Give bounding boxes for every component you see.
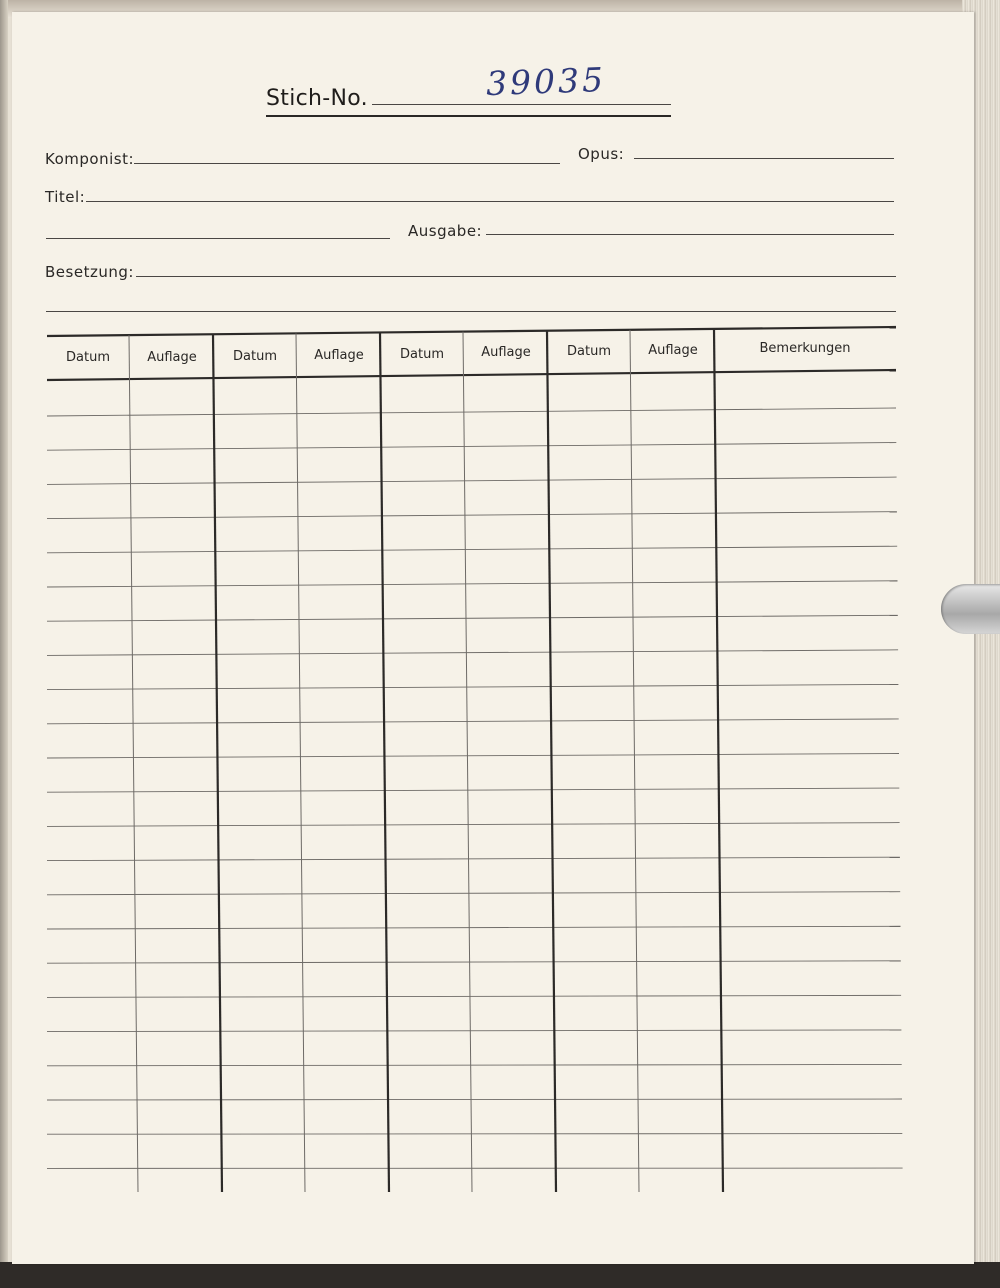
table-row-line xyxy=(47,719,899,724)
table-row-line xyxy=(47,581,898,587)
table-top-border xyxy=(47,327,896,336)
table-row-line xyxy=(47,546,897,553)
table-row-line xyxy=(47,926,901,929)
stich-no-handwritten-value: 39035 xyxy=(485,59,607,104)
table-row-line xyxy=(47,995,901,997)
col-header-datum-1: Datum xyxy=(66,350,110,365)
table-row-line xyxy=(47,443,896,451)
col-header-auflage-2: Auflage xyxy=(314,348,364,363)
col-header-bemerkungen: Bemerkungen xyxy=(759,341,851,356)
ausgabe-label: Ausgabe: xyxy=(408,222,483,240)
table-row-line xyxy=(47,1064,902,1065)
table-row-line xyxy=(47,788,899,792)
col-header-auflage-3: Auflage xyxy=(481,345,531,360)
col-header-datum-2: Datum xyxy=(233,349,277,364)
table-column-separator xyxy=(296,333,305,1192)
table-column-separator xyxy=(129,335,138,1192)
titel-label: Titel: xyxy=(45,188,86,206)
table-row-line xyxy=(47,1030,901,1032)
table-row-line xyxy=(47,754,899,759)
table-row-line xyxy=(47,961,901,963)
table-row-line xyxy=(47,650,898,656)
table-header-bottom-border xyxy=(47,370,896,380)
table-row-line xyxy=(47,1099,902,1100)
table-column-separator xyxy=(547,331,556,1192)
opus-label: Opus: xyxy=(578,145,625,163)
col-header-auflage-4: Auflage xyxy=(648,343,698,358)
table-row-line xyxy=(47,857,900,860)
table-row-line xyxy=(47,615,898,621)
besetzung-label: Besetzung: xyxy=(45,263,134,281)
stich-no-label: Stich-No. xyxy=(266,86,368,111)
table-row-line xyxy=(47,1134,902,1135)
table-column-separator xyxy=(714,329,723,1192)
table-row-line xyxy=(47,512,897,519)
col-header-datum-4: Datum xyxy=(567,344,611,359)
table-row-line xyxy=(47,823,900,827)
komponist-label: Komponist: xyxy=(45,150,135,168)
table-row-line xyxy=(47,892,900,895)
table-column-separator xyxy=(380,332,389,1192)
table-row-line xyxy=(47,477,897,484)
col-header-auflage-1: Auflage xyxy=(147,350,197,365)
table-column-separator xyxy=(213,334,222,1192)
table-column-separator xyxy=(463,332,472,1192)
table-row-line xyxy=(47,684,898,689)
table-column-separator xyxy=(630,330,639,1192)
col-header-datum-3: Datum xyxy=(400,347,444,362)
table-row-line xyxy=(47,408,896,416)
